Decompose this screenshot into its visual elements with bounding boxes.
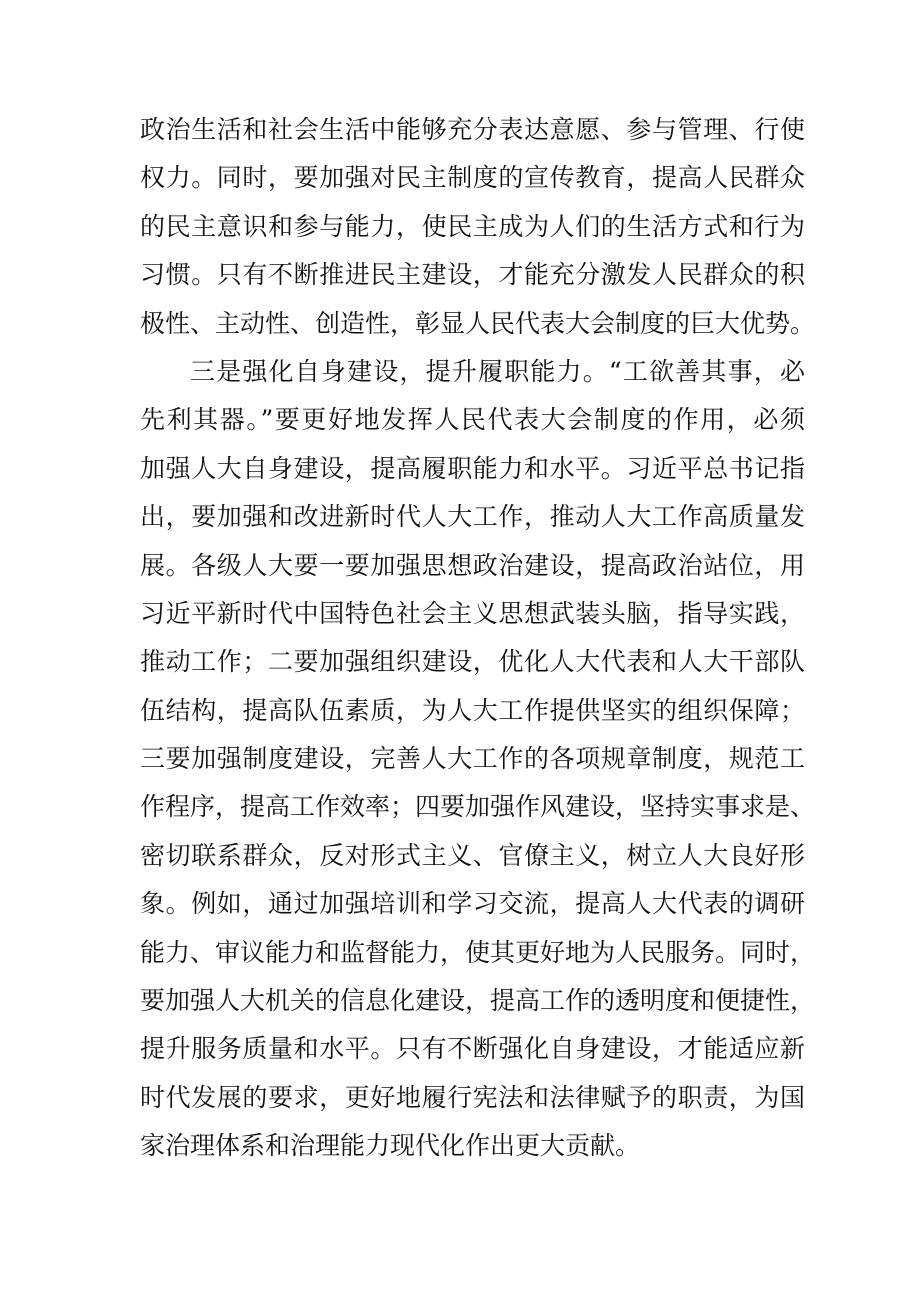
text-line: 三要加强制度建设，完善人大工作的各项规章制度，规范工 [140, 744, 805, 774]
text-line: 习近平新时代中国特色社会主义思想武装头脑，指导实践， [140, 598, 805, 628]
text-line: 作程序，提高工作效率；四要加强作风建设，坚持实事求是、 [140, 792, 816, 822]
text-line: 习惯。只有不断推进民主建设，才能充分激发人民群众的积 [140, 260, 805, 290]
paragraph-end-line: 家治理体系和治理能力现代化作出更大贡献。 [140, 1131, 641, 1161]
text-line: 象。例如，通过加强培训和学习交流，提高人大代表的调研 [140, 889, 805, 919]
paragraph-start-line: 三是强化自身建设，提升履职能力。“工欲善其事，必 [190, 356, 805, 386]
text-line: 加强人大自身建设，提高履职能力和水平。习近平总书记指 [140, 453, 805, 483]
text-line: 能力、审议能力和监督能力，使其更好地为人民服务。同时， [140, 937, 816, 967]
text-line: 先利其器。”要更好地发挥人民代表大会制度的作用，必须 [140, 405, 805, 435]
text-line: 出，要加强和改进新时代人大工作，推动人大工作高质量发 [140, 502, 805, 532]
text-line: 时代发展的要求，更好地履行宪法和法律赋予的职责，为国 [140, 1082, 805, 1112]
body-text [140, 106, 816, 1171]
text-line: 伍结构，提高队伍素质，为人大工作提供坚实的组织保障； [140, 695, 805, 725]
text-line: 政治生活和社会生活中能够充分表达意愿、参与管理、行使 [140, 115, 805, 144]
text-line: 展。各级人大要一要加强思想政治建设，提高政治站位，用 [140, 550, 805, 580]
text-line: 要加强人大机关的信息化建设，提高工作的透明度和便捷性， [140, 986, 816, 1016]
text-line: 密切联系群众，反对形式主义、官僚主义，树立人大良好形 [140, 840, 805, 870]
text-line: 极性、主动性、创造性，彰显人民代表大会制度的巨大优势。 [140, 308, 816, 338]
text-line: 权力。同时，要加强对民主制度的宣传教育，提高人民群众 [140, 163, 805, 193]
text-line: 提升服务质量和水平。只有不断强化自身建设，才能适应新 [140, 1034, 805, 1064]
text-line: 的民主意识和参与能力，使民主成为人们的生活方式和行为 [140, 211, 805, 241]
text-line: 推动工作；二要加强组织建设，优化人大代表和人大干部队 [140, 647, 805, 677]
